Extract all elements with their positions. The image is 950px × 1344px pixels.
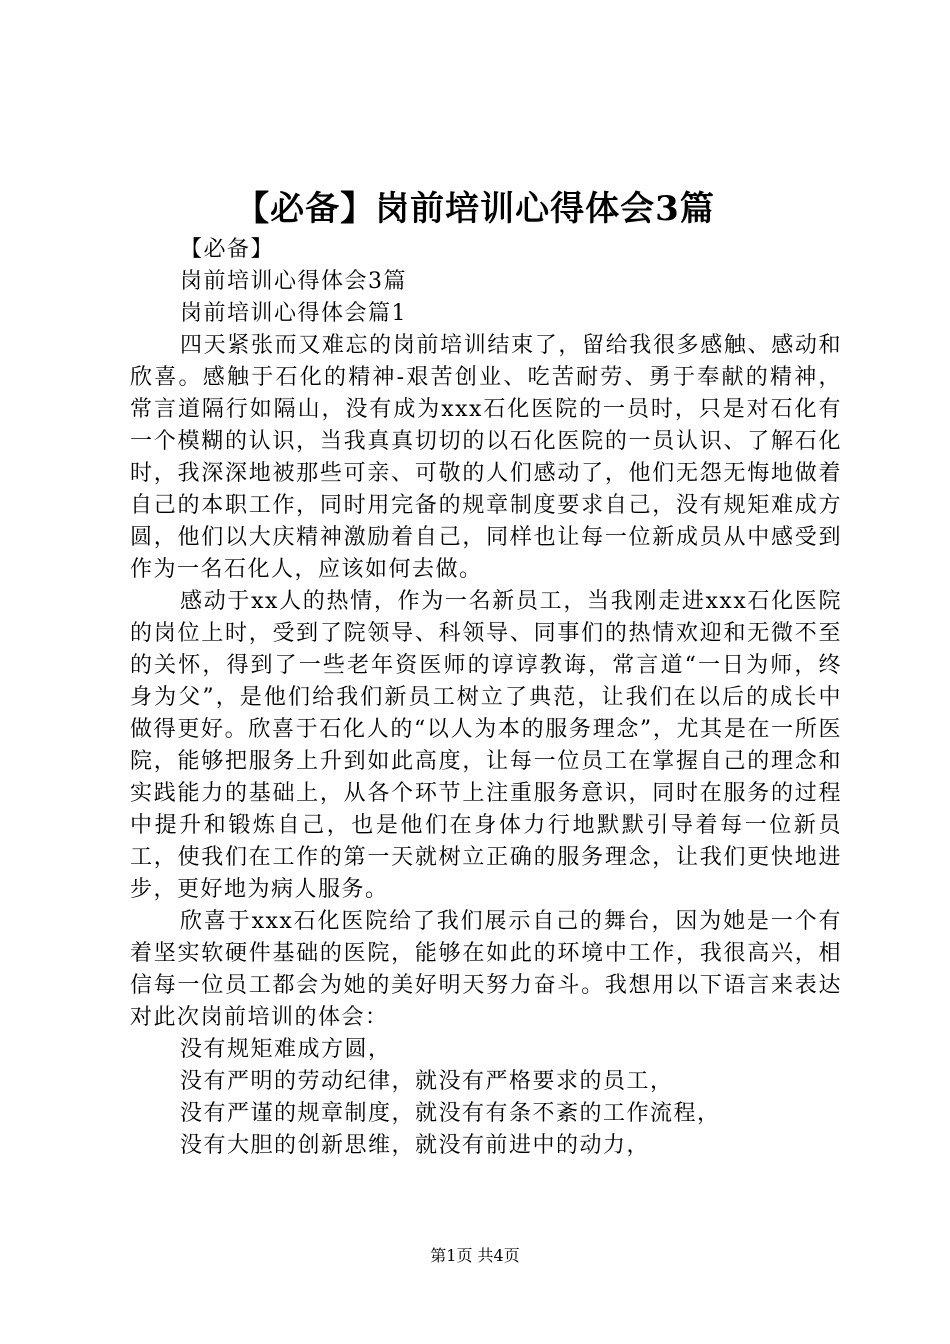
paragraph: 【必备】 [180,237,275,262]
paragraph: 感动于xx人的热情，作为一名新员工，当我刚走进xxx石化医院的岗位上时，受到了院领导、科领导、同事们的热情欢迎和无微不至的关怀，得到了一些老年资医师的谆谆教诲，常言道“一日为师，终身为父”，是他们给我们新员工树立了典范，让我们在以后的成长中做得更好。欣喜于石化人的“以人为本的服务理念”，尤其是在一所医院，能够把服务上升到如此高度，让每一位员工在掌握自己的理念和实践能力的基础上，从各个环节上注重服务意识，同时在服务的过程中提升和锻炼自己，也是他们在身体力行地默默引导着每一位新员工，使我们在工作的第一天就树立正确的服务理念，让我们更快地进步，更好地为病人服务。 [130,589,842,902]
paragraph: 岗前培训心得体会3篇 [180,269,407,294]
paragraph: 没有严谨的规章制度，就没有有条不紊的工作流程， [180,1101,721,1126]
paragraph: 四天紧张而又难忘的岗前培训结束了，留给我很多感触、感动和欣喜。感触于石化的精神-艰苦创业、吃苦耐劳、勇于奉献的精神，常言道隔行如隔山，没有成为xxx石化医院的一员时，只是对石化有一个模糊的认识，当我真真切切的以石化医院的一员认识、了解石化时，我深深地被那些可亲、可敬的人们感动了，他们无怨无悔地做着自己的本职工作，同时用完备的规章制度要求自己，没有规矩难成方圆，他们以大庆精神激励着自己，同样也让每一位新成员从中感受到作为一名石化人，应该如何去做。 [130,333,842,582]
page-number-footer: 第1页 共4页 [430,1246,520,1265]
paragraph: 没有严明的劳动纪律，就没有严格要求的员工， [180,1069,674,1094]
document-title: 【必备】岗前培训心得体会3篇 [235,189,715,229]
paragraph: 岗前培训心得体会篇1 [180,301,407,326]
paragraph: 欣喜于xxx石化医院给了我们展示自己的舞台，因为她是一个有着坚实软硬件基础的医院，能够在如此的环境中工作，我很高兴，相信每一位员工都会为她的美好明天努力奋斗。我想用以下语言来表达对此次岗前培训的体会： [130,909,842,1030]
document-body [130,234,842,1162]
paragraph: 没有大胆的创新思维，就没有前进中的动力， [180,1133,651,1158]
paragraph: 没有规矩难成方圆， [180,1037,392,1062]
